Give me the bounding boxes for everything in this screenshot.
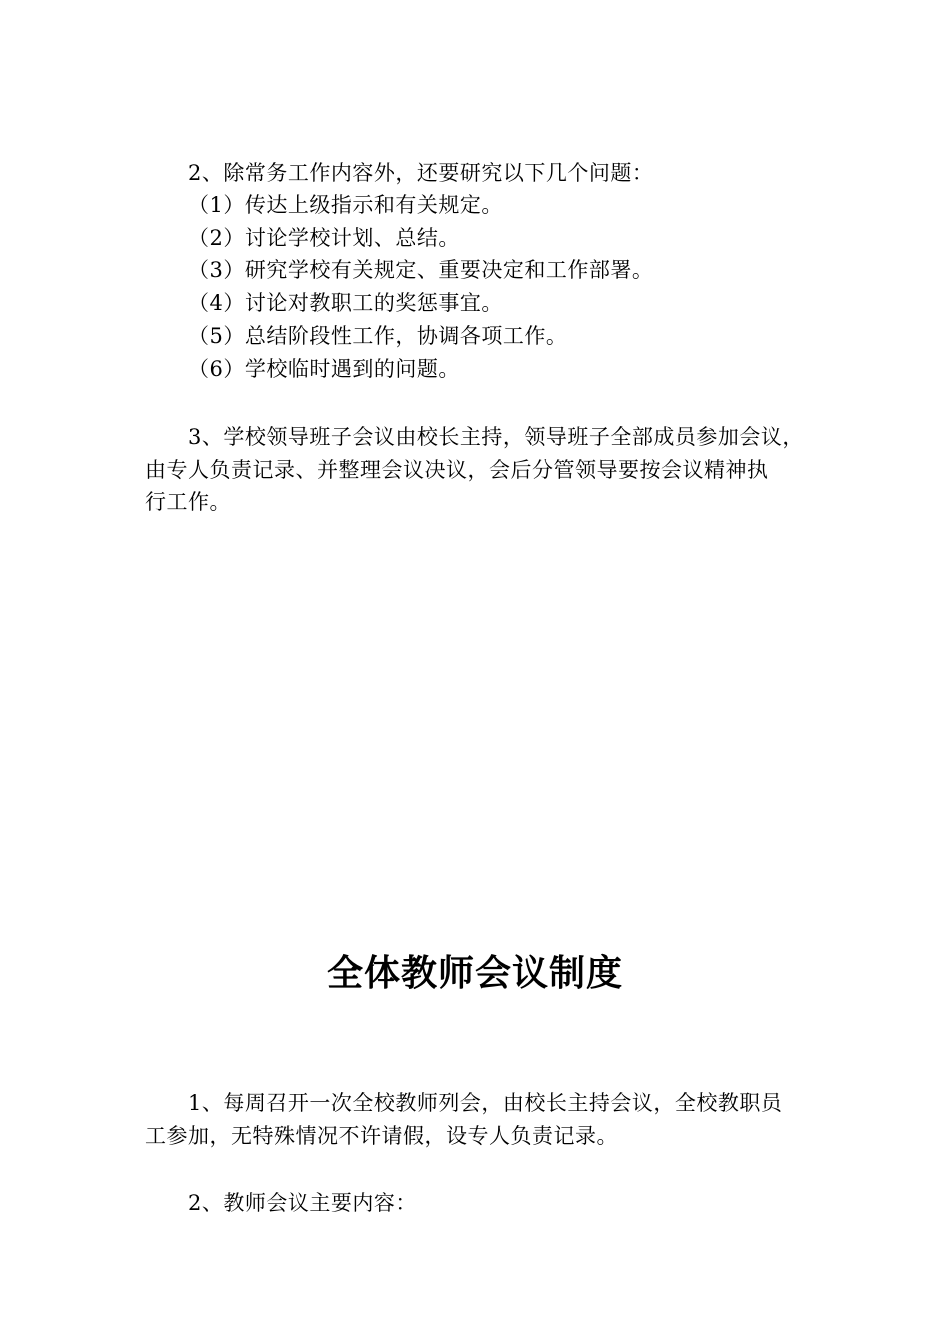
section-title: 全体教师会议制度 bbox=[326, 953, 623, 994]
sub-item-2: （2）讨论学校计划、总结。 bbox=[188, 226, 460, 250]
sub-item-3: （3）研究学校有关规定、重要决定和工作部署。 bbox=[188, 258, 654, 282]
item-2-heading-teachers: 2、教师会议主要内容： bbox=[188, 1191, 417, 1215]
item-1-line-1: 1、每周召开一次全校教师列会，由校长主持会议，全校教职员 bbox=[188, 1091, 783, 1115]
item-3-line-2: 由专人负责记录、并整理会议决议，会后分管领导要按会议精神执 bbox=[145, 458, 769, 482]
sub-item-5: （5）总结阶段性工作，协调各项工作。 bbox=[188, 324, 568, 348]
sub-item-6: （6）学校临时遇到的问题。 bbox=[188, 357, 460, 381]
item-1-line-2: 工参加，无特殊情况不许请假，设专人负责记录。 bbox=[145, 1124, 618, 1148]
item-3-line-1: 3、学校领导班子会议由校长主持，领导班子全部成员参加会议， bbox=[188, 425, 804, 449]
item-3-line-3: 行工作。 bbox=[145, 490, 231, 514]
item-2-heading: 2、除常务工作内容外，还要研究以下几个问题： bbox=[188, 161, 654, 185]
sub-item-4: （4）讨论对教职工的奖惩事宜。 bbox=[188, 291, 503, 315]
sub-item-1: （1）传达上级指示和有关规定。 bbox=[188, 193, 503, 217]
